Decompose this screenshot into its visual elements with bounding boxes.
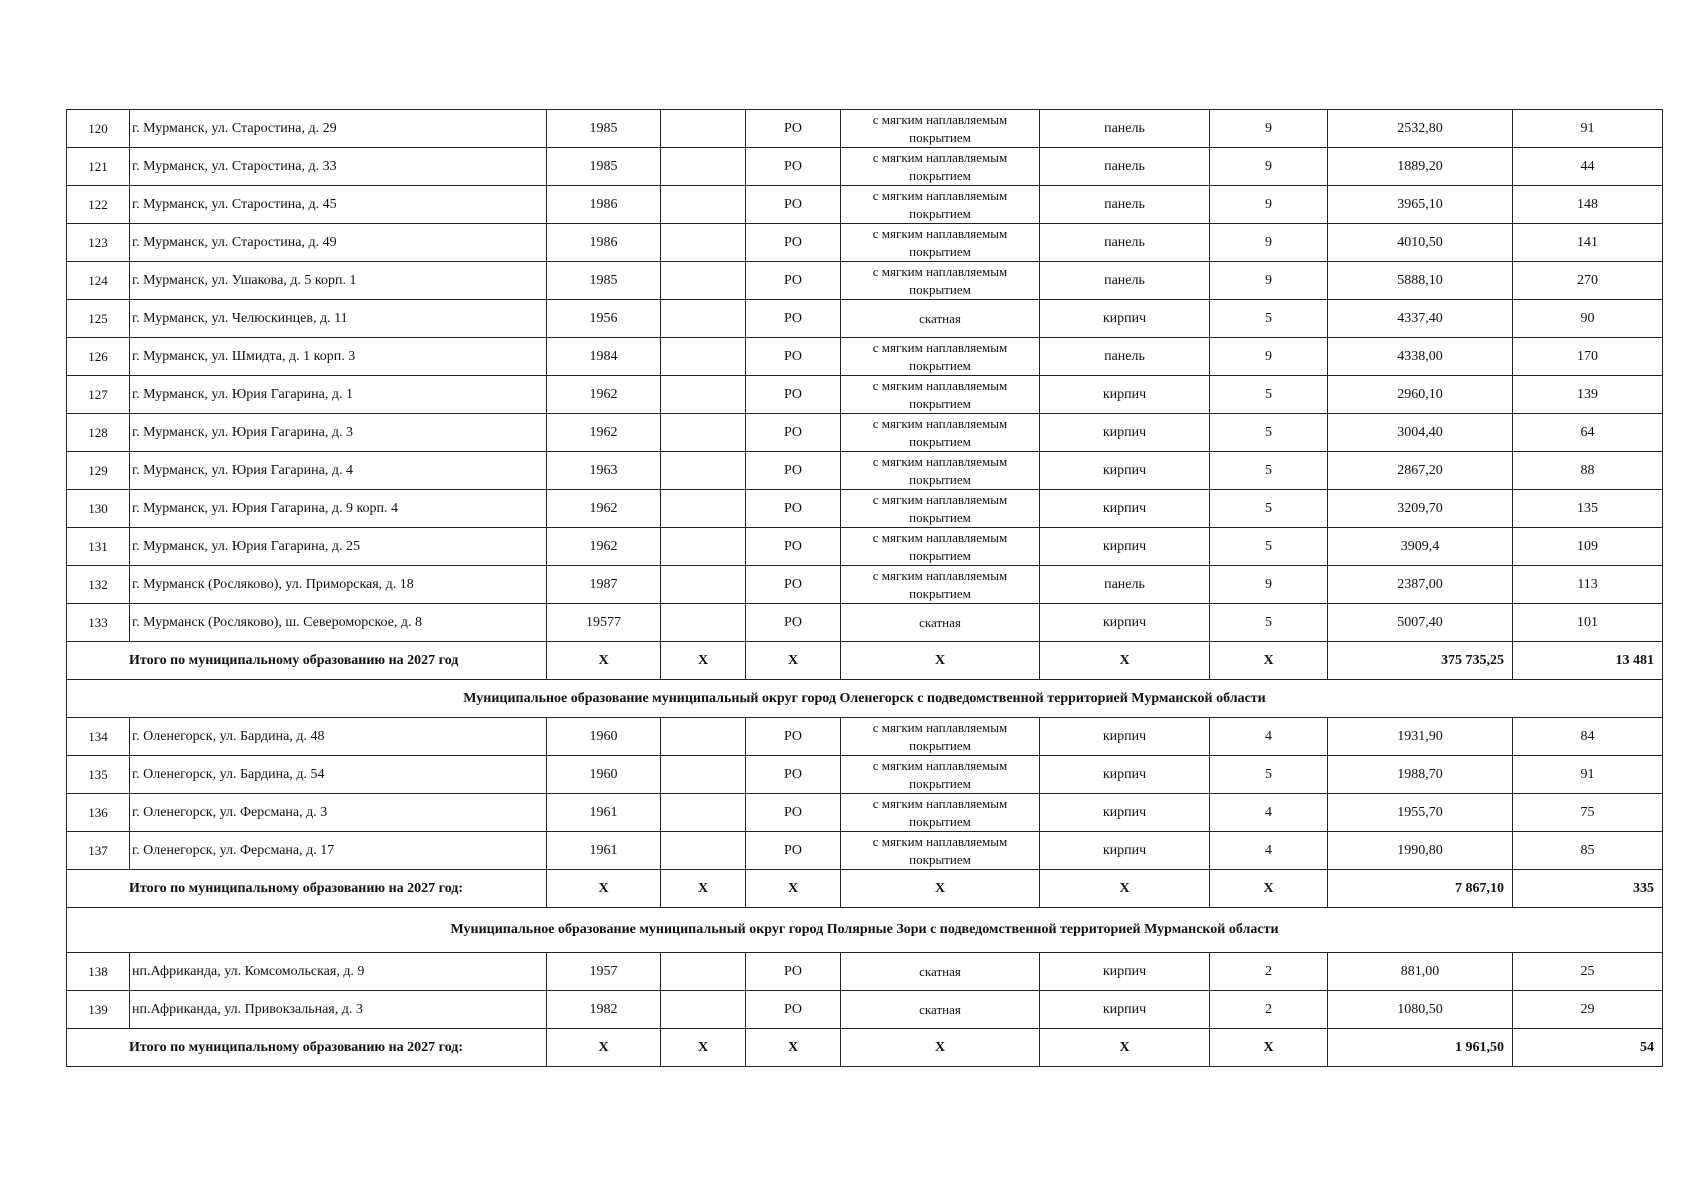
area-cell: 881,00 <box>1328 953 1513 991</box>
area-cell: 3909,4 <box>1328 528 1513 566</box>
roof-type-cell: с мягким наплавляемым покрытием <box>841 414 1040 452</box>
year-cell: 1960 <box>547 718 661 756</box>
roof-type-cell: скатная <box>841 953 1040 991</box>
residents-cell: 91 <box>1513 110 1663 148</box>
wall-material-cell: кирпич <box>1040 528 1210 566</box>
wall-material-cell: панель <box>1040 224 1210 262</box>
total-label: Итого по муниципальному образованию на 2027 год: <box>67 1029 547 1067</box>
floors-cell: 9 <box>1210 224 1328 262</box>
total-label: Итого по муниципальному образованию на 2027 год <box>67 642 547 680</box>
residents-cell: 270 <box>1513 262 1663 300</box>
row-number: 126 <box>67 338 130 376</box>
empty-cell <box>661 794 746 832</box>
floors-cell: 9 <box>1210 566 1328 604</box>
residents-cell: 25 <box>1513 953 1663 991</box>
method-cell: РО <box>746 452 841 490</box>
row-number: 138 <box>67 953 130 991</box>
year-cell: 1962 <box>547 528 661 566</box>
total-row <box>67 1029 1663 1067</box>
row-number: 123 <box>67 224 130 262</box>
area-cell: 2532,80 <box>1328 110 1513 148</box>
empty-cell <box>661 953 746 991</box>
method-cell: РО <box>746 262 841 300</box>
row-number: 128 <box>67 414 130 452</box>
roof-type-cell: с мягким наплавляемым покрытием <box>841 756 1040 794</box>
housing-register-table <box>66 109 1663 1067</box>
floors-cell: 5 <box>1210 490 1328 528</box>
empty-cell <box>661 338 746 376</box>
empty-cell <box>661 224 746 262</box>
roof-type-cell: с мягким наплавляемым покрытием <box>841 566 1040 604</box>
method-cell: РО <box>746 414 841 452</box>
method-cell: РО <box>746 718 841 756</box>
empty-cell <box>661 452 746 490</box>
table-row <box>67 566 1663 604</box>
total-residents: 54 <box>1513 1029 1663 1067</box>
floors-cell: 5 <box>1210 452 1328 490</box>
empty-cell <box>661 832 746 870</box>
block-polyarnye-zori <box>67 953 1663 1029</box>
empty-cell <box>661 262 746 300</box>
area-cell: 4337,40 <box>1328 300 1513 338</box>
address-cell: г. Оленегорск, ул. Бардина, д. 54 <box>130 756 547 794</box>
roof-type-cell: с мягким наплавляемым покрытием <box>841 452 1040 490</box>
roof-type-cell: скатная <box>841 300 1040 338</box>
year-cell: 1987 <box>547 566 661 604</box>
wall-material-cell: кирпич <box>1040 991 1210 1029</box>
empty-cell <box>661 376 746 414</box>
address-cell: г. Мурманск, ул. Ушакова, д. 5 корп. 1 <box>130 262 547 300</box>
row-number: 132 <box>67 566 130 604</box>
total-area: 375 735,25 <box>1328 642 1513 680</box>
method-cell: РО <box>746 566 841 604</box>
year-cell: 1956 <box>547 300 661 338</box>
address-cell: г. Мурманск, ул. Юрия Гагарина, д. 25 <box>130 528 547 566</box>
area-cell: 1955,70 <box>1328 794 1513 832</box>
residents-cell: 91 <box>1513 756 1663 794</box>
floors-cell: 5 <box>1210 604 1328 642</box>
roof-type-cell: с мягким наплавляемым покрытием <box>841 528 1040 566</box>
address-cell: г. Мурманск, ул. Шмидта, д. 1 корп. 3 <box>130 338 547 376</box>
table-row <box>67 186 1663 224</box>
total-row-murmansk <box>67 642 1663 718</box>
roof-type-cell: с мягким наплавляемым покрытием <box>841 718 1040 756</box>
total-x-mark: X <box>547 870 661 908</box>
section-title: Муниципальное образование муниципальный округ город Оленегорск с подведомственной территорией Мурманской области <box>67 680 1663 718</box>
empty-cell <box>661 490 746 528</box>
block-olenegorsk <box>67 718 1663 870</box>
total-x-mark: X <box>661 642 746 680</box>
table-row <box>67 300 1663 338</box>
floors-cell: 9 <box>1210 148 1328 186</box>
total-x-mark: X <box>746 1029 841 1067</box>
year-cell: 1962 <box>547 376 661 414</box>
row-number: 133 <box>67 604 130 642</box>
row-number: 139 <box>67 991 130 1029</box>
address-cell: г. Мурманск (Росляково), ул. Приморская, д. 18 <box>130 566 547 604</box>
area-cell: 4338,00 <box>1328 338 1513 376</box>
method-cell: РО <box>746 528 841 566</box>
row-number: 125 <box>67 300 130 338</box>
table-row <box>67 224 1663 262</box>
row-number: 121 <box>67 148 130 186</box>
wall-material-cell: панель <box>1040 262 1210 300</box>
empty-cell <box>661 414 746 452</box>
area-cell: 5007,40 <box>1328 604 1513 642</box>
address-cell: г. Мурманск, ул. Старостина, д. 49 <box>130 224 547 262</box>
address-cell: г. Мурманск, ул. Старостина, д. 29 <box>130 110 547 148</box>
address-cell: нп.Африканда, ул. Привокзальная, д. 3 <box>130 991 547 1029</box>
wall-material-cell: кирпич <box>1040 832 1210 870</box>
area-cell: 1931,90 <box>1328 718 1513 756</box>
wall-material-cell: кирпич <box>1040 604 1210 642</box>
row-number: 136 <box>67 794 130 832</box>
total-area: 1 961,50 <box>1328 1029 1513 1067</box>
year-cell: 19577 <box>547 604 661 642</box>
year-cell: 1961 <box>547 794 661 832</box>
wall-material-cell: панель <box>1040 186 1210 224</box>
residents-cell: 113 <box>1513 566 1663 604</box>
method-cell: РО <box>746 110 841 148</box>
row-number: 127 <box>67 376 130 414</box>
total-x-mark: X <box>1210 870 1328 908</box>
method-cell: РО <box>746 186 841 224</box>
residents-cell: 101 <box>1513 604 1663 642</box>
wall-material-cell: панель <box>1040 338 1210 376</box>
year-cell: 1985 <box>547 262 661 300</box>
row-number: 137 <box>67 832 130 870</box>
empty-cell <box>661 718 746 756</box>
address-cell: г. Мурманск (Росляково), ш. Североморское, д. 8 <box>130 604 547 642</box>
year-cell: 1961 <box>547 832 661 870</box>
method-cell: РО <box>746 991 841 1029</box>
roof-type-cell: с мягким наплавляемым покрытием <box>841 490 1040 528</box>
empty-cell <box>661 991 746 1029</box>
method-cell: РО <box>746 794 841 832</box>
roof-type-cell: скатная <box>841 991 1040 1029</box>
wall-material-cell: кирпич <box>1040 953 1210 991</box>
year-cell: 1985 <box>547 110 661 148</box>
residents-cell: 88 <box>1513 452 1663 490</box>
table-row <box>67 452 1663 490</box>
residents-cell: 148 <box>1513 186 1663 224</box>
year-cell: 1982 <box>547 991 661 1029</box>
method-cell: РО <box>746 224 841 262</box>
address-cell: г. Мурманск, ул. Юрия Гагарина, д. 9 корп. 4 <box>130 490 547 528</box>
block-murmansk <box>67 110 1663 642</box>
table-row <box>67 718 1663 756</box>
row-number: 124 <box>67 262 130 300</box>
total-x-mark: X <box>746 870 841 908</box>
area-cell: 5888,10 <box>1328 262 1513 300</box>
floors-cell: 5 <box>1210 414 1328 452</box>
total-residents: 335 <box>1513 870 1663 908</box>
floors-cell: 5 <box>1210 756 1328 794</box>
method-cell: РО <box>746 148 841 186</box>
total-label: Итого по муниципальному образованию на 2027 год: <box>67 870 547 908</box>
wall-material-cell: кирпич <box>1040 414 1210 452</box>
area-cell: 4010,50 <box>1328 224 1513 262</box>
year-cell: 1960 <box>547 756 661 794</box>
table-row <box>67 528 1663 566</box>
table-row <box>67 756 1663 794</box>
total-row-polyarnye-zori <box>67 1029 1663 1067</box>
total-x-mark: X <box>841 1029 1040 1067</box>
wall-material-cell: панель <box>1040 566 1210 604</box>
address-cell: г. Оленегорск, ул. Бардина, д. 48 <box>130 718 547 756</box>
year-cell: 1962 <box>547 490 661 528</box>
empty-cell <box>661 528 746 566</box>
wall-material-cell: панель <box>1040 110 1210 148</box>
residents-cell: 90 <box>1513 300 1663 338</box>
method-cell: РО <box>746 338 841 376</box>
residents-cell: 135 <box>1513 490 1663 528</box>
wall-material-cell: кирпич <box>1040 376 1210 414</box>
area-cell: 1080,50 <box>1328 991 1513 1029</box>
method-cell: РО <box>746 300 841 338</box>
wall-material-cell: кирпич <box>1040 718 1210 756</box>
total-x-mark: X <box>841 870 1040 908</box>
empty-cell <box>661 110 746 148</box>
empty-cell <box>661 300 746 338</box>
year-cell: 1963 <box>547 452 661 490</box>
table-row <box>67 376 1663 414</box>
address-cell: г. Мурманск, ул. Старостина, д. 33 <box>130 148 547 186</box>
address-cell: г. Мурманск, ул. Челюскинцев, д. 11 <box>130 300 547 338</box>
empty-cell <box>661 566 746 604</box>
total-residents: 13 481 <box>1513 642 1663 680</box>
section-header-polyarnye-zori <box>67 908 1663 953</box>
wall-material-cell: кирпич <box>1040 490 1210 528</box>
address-cell: нп.Африканда, ул. Комсомольская, д. 9 <box>130 953 547 991</box>
total-row <box>67 870 1663 908</box>
area-cell: 2867,20 <box>1328 452 1513 490</box>
table-row <box>67 604 1663 642</box>
residents-cell: 141 <box>1513 224 1663 262</box>
total-x-mark: X <box>547 1029 661 1067</box>
residents-cell: 85 <box>1513 832 1663 870</box>
empty-cell <box>661 604 746 642</box>
method-cell: РО <box>746 490 841 528</box>
address-cell: г. Мурманск, ул. Старостина, д. 45 <box>130 186 547 224</box>
total-x-mark: X <box>661 870 746 908</box>
area-cell: 1889,20 <box>1328 148 1513 186</box>
floors-cell: 4 <box>1210 832 1328 870</box>
roof-type-cell: с мягким наплавляемым покрытием <box>841 794 1040 832</box>
roof-type-cell: с мягким наплавляемым покрытием <box>841 186 1040 224</box>
area-cell: 2387,00 <box>1328 566 1513 604</box>
area-cell: 3209,70 <box>1328 490 1513 528</box>
wall-material-cell: кирпич <box>1040 452 1210 490</box>
residents-cell: 109 <box>1513 528 1663 566</box>
total-x-mark: X <box>1210 1029 1328 1067</box>
roof-type-cell: с мягким наплавляемым покрытием <box>841 832 1040 870</box>
floors-cell: 5 <box>1210 528 1328 566</box>
residents-cell: 84 <box>1513 718 1663 756</box>
year-cell: 1986 <box>547 186 661 224</box>
total-x-mark: X <box>1210 642 1328 680</box>
residents-cell: 64 <box>1513 414 1663 452</box>
residents-cell: 75 <box>1513 794 1663 832</box>
total-x-mark: X <box>841 642 1040 680</box>
table-row <box>67 794 1663 832</box>
row-number: 120 <box>67 110 130 148</box>
method-cell: РО <box>746 604 841 642</box>
table-row <box>67 414 1663 452</box>
floors-cell: 9 <box>1210 186 1328 224</box>
roof-type-cell: с мягким наплавляемым покрытием <box>841 262 1040 300</box>
year-cell: 1957 <box>547 953 661 991</box>
row-number: 134 <box>67 718 130 756</box>
row-number: 130 <box>67 490 130 528</box>
row-number: 122 <box>67 186 130 224</box>
year-cell: 1962 <box>547 414 661 452</box>
address-cell: г. Мурманск, ул. Юрия Гагарина, д. 4 <box>130 452 547 490</box>
floors-cell: 9 <box>1210 338 1328 376</box>
residents-cell: 44 <box>1513 148 1663 186</box>
empty-cell <box>661 186 746 224</box>
area-cell: 3965,10 <box>1328 186 1513 224</box>
floors-cell: 5 <box>1210 300 1328 338</box>
method-cell: РО <box>746 376 841 414</box>
table-row <box>67 953 1663 991</box>
row-number: 129 <box>67 452 130 490</box>
area-cell: 3004,40 <box>1328 414 1513 452</box>
address-cell: г. Оленегорск, ул. Ферсмана, д. 17 <box>130 832 547 870</box>
floors-cell: 4 <box>1210 718 1328 756</box>
method-cell: РО <box>746 953 841 991</box>
total-x-mark: X <box>746 642 841 680</box>
area-cell: 2960,10 <box>1328 376 1513 414</box>
wall-material-cell: кирпич <box>1040 794 1210 832</box>
total-row-olenegorsk <box>67 870 1663 953</box>
total-x-mark: X <box>661 1029 746 1067</box>
table-row <box>67 832 1663 870</box>
section-title: Муниципальное образование муниципальный округ город Полярные Зори с подведомственной территорией Мурманской области <box>67 908 1663 953</box>
table-row <box>67 991 1663 1029</box>
table-row <box>67 148 1663 186</box>
row-number: 131 <box>67 528 130 566</box>
table-row <box>67 338 1663 376</box>
table-row <box>67 490 1663 528</box>
address-cell: г. Мурманск, ул. Юрия Гагарина, д. 3 <box>130 414 547 452</box>
area-cell: 1988,70 <box>1328 756 1513 794</box>
wall-material-cell: кирпич <box>1040 756 1210 794</box>
floors-cell: 2 <box>1210 991 1328 1029</box>
residents-cell: 170 <box>1513 338 1663 376</box>
total-x-mark: X <box>547 642 661 680</box>
roof-type-cell: с мягким наплавляемым покрытием <box>841 148 1040 186</box>
address-cell: г. Оленегорск, ул. Ферсмана, д. 3 <box>130 794 547 832</box>
address-cell: г. Мурманск, ул. Юрия Гагарина, д. 1 <box>130 376 547 414</box>
year-cell: 1985 <box>547 148 661 186</box>
empty-cell <box>661 148 746 186</box>
total-area: 7 867,10 <box>1328 870 1513 908</box>
floors-cell: 9 <box>1210 110 1328 148</box>
floors-cell: 2 <box>1210 953 1328 991</box>
area-cell: 1990,80 <box>1328 832 1513 870</box>
residents-cell: 29 <box>1513 991 1663 1029</box>
residents-cell: 139 <box>1513 376 1663 414</box>
table-row <box>67 110 1663 148</box>
total-x-mark: X <box>1040 1029 1210 1067</box>
total-x-mark: X <box>1040 870 1210 908</box>
roof-type-cell: с мягким наплавляемым покрытием <box>841 224 1040 262</box>
wall-material-cell: панель <box>1040 148 1210 186</box>
row-number: 135 <box>67 756 130 794</box>
floors-cell: 9 <box>1210 262 1328 300</box>
empty-cell <box>661 756 746 794</box>
roof-type-cell: с мягким наплавляемым покрытием <box>841 338 1040 376</box>
table-row <box>67 262 1663 300</box>
roof-type-cell: с мягким наплавляемым покрытием <box>841 376 1040 414</box>
year-cell: 1986 <box>547 224 661 262</box>
floors-cell: 5 <box>1210 376 1328 414</box>
method-cell: РО <box>746 832 841 870</box>
method-cell: РО <box>746 756 841 794</box>
section-header-olenegorsk <box>67 680 1663 718</box>
total-x-mark: X <box>1040 642 1210 680</box>
roof-type-cell: скатная <box>841 604 1040 642</box>
total-row <box>67 642 1663 680</box>
roof-type-cell: с мягким наплавляемым покрытием <box>841 110 1040 148</box>
wall-material-cell: кирпич <box>1040 300 1210 338</box>
floors-cell: 4 <box>1210 794 1328 832</box>
year-cell: 1984 <box>547 338 661 376</box>
